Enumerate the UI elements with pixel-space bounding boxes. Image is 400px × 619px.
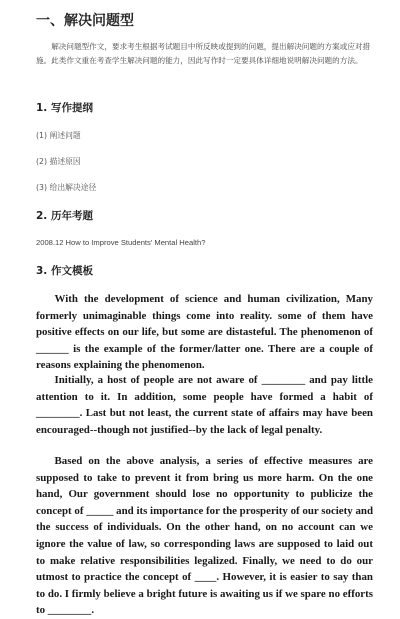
template-paragraph: With the development of science and human civilization, Many formerly unimaginable things come into reality. some of them have positive effects on our life, but some are distasteful. The phenomenon of ______ is the example of the former/latter one. There are a couple of reasons explaining the phenomenon. [36,293,373,372]
template-paragraph: Initially, a host of people are not aware of ________ and pay little attention to it. In addition, some people have formed a habit of ________. Last but not least, the current state of affairs may have been encouraged--though not justified--by the lack of legal penalty. [36,374,373,436]
outline-item: (1) 阐述问题 [36,131,81,140]
intro-paragraph: 解决问题型作文，要求考生根据考试题目中所反映或提到的问题，提出解决问题的方案或应对措施。此类作文重在考查学生解决问题的能力，因此写作时一定要具体详细地说明解决问题的方法。 [36,42,371,65]
past-exams-heading: 2. 历年考题 [36,210,93,222]
exam-topic: 2008.12 How to Improve Students' Mental Health? [36,238,206,247]
outline-heading: 1. 写作提纲 [36,102,93,114]
template-paragraph: Based on the above analysis, a series of effective measures are supposed to take to prevent it from bring us more harm. On the one hand, Our government should lose no opportunity to publicize the concept of _____ and its importance for the prosperity of our society and the success of individuals. On the other hand, on no account can we ignore the value of law, so corresponding laws are supposed to laid out to make relative responsibilities legalized. Finally, we need to do our utmost to practice the concept of ____. However, it is easier to say than to do. I firmly believe a bright future is awaiting us if we spare no efforts to ________. [36,455,373,617]
template-heading: 3. 作文模板 [36,265,93,277]
outline-item: (2) 描述原因 [36,157,81,166]
outline-item: (3) 给出解决途径 [36,183,97,192]
section-title: 一、解决问题型 [36,13,134,29]
